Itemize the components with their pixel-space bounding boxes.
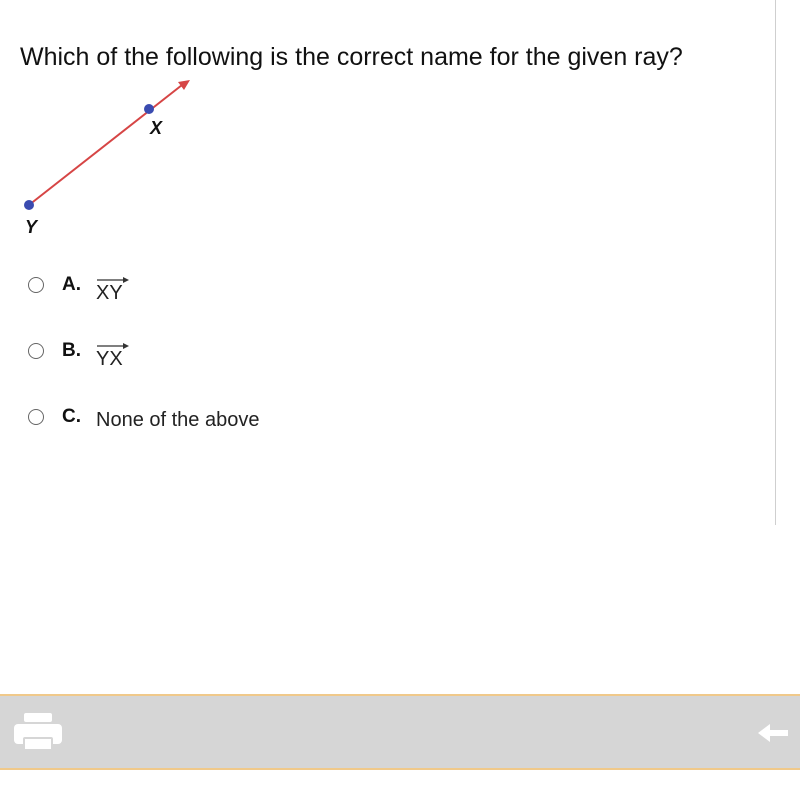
answer-options	[28, 268, 259, 466]
option-c-radio[interactable]	[28, 409, 44, 425]
option-a-ray-notation	[96, 274, 123, 304]
option-b-ray-notation	[96, 340, 123, 370]
ray-line	[29, 85, 182, 205]
ray-over-arrow-icon	[96, 274, 130, 284]
bottom-strip	[0, 770, 800, 801]
question-text: Which of the following is the correct name for the given ray?	[20, 43, 683, 71]
option-a[interactable]	[28, 268, 259, 334]
back-arrow-icon[interactable]	[756, 722, 790, 744]
option-b[interactable]	[28, 334, 259, 400]
ray-figure	[0, 70, 220, 240]
point-x	[144, 104, 154, 114]
point-x-label: X	[150, 118, 163, 138]
option-c-text: None of the above	[96, 409, 260, 431]
footer-toolbar	[0, 694, 800, 770]
printer-icon[interactable]	[12, 712, 64, 752]
option-b-radio[interactable]	[28, 343, 44, 359]
ray-over-arrow-icon	[96, 340, 130, 350]
option-b-notation: YX	[96, 348, 123, 370]
panel-divider	[775, 0, 776, 525]
option-c[interactable]	[28, 400, 259, 466]
option-a-letter: A.	[62, 274, 81, 295]
point-y-label: Y	[25, 217, 38, 237]
ray-arrowhead	[178, 80, 190, 90]
point-y	[24, 200, 34, 210]
option-a-notation: XY	[96, 282, 123, 304]
option-b-letter: B.	[62, 340, 81, 361]
option-c-letter: C.	[62, 406, 81, 427]
option-a-radio[interactable]	[28, 277, 44, 293]
